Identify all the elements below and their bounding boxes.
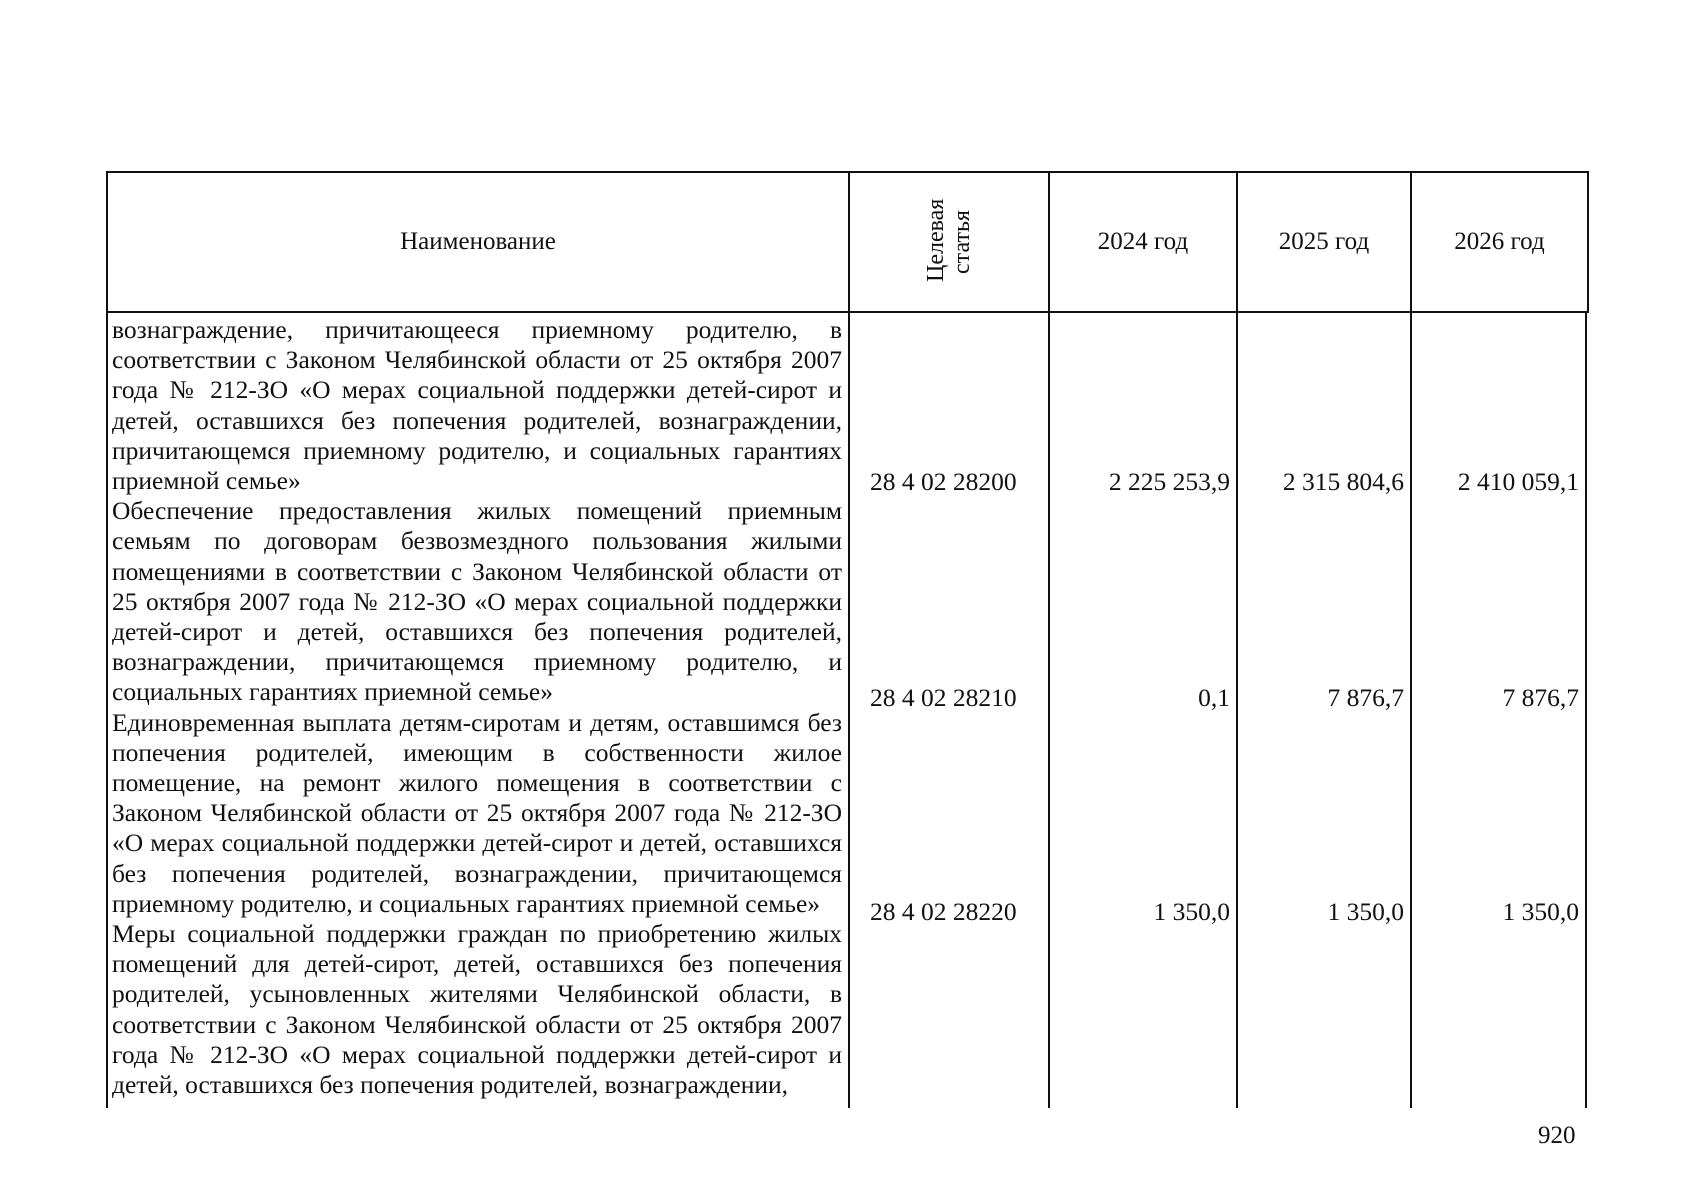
header-target-article xyxy=(850,173,1050,311)
row-name-2: Обеспечение предоставления жилых помещений приемным семьям по договорам безвозмездного пользования жилыми помещениями в соответствии с Законом Челябинской области от 25 октября 2007 года № 212-ЗО «О мерах социальной поддержки детей-сирот и детей, оставшихся без попечения родителей, вознаграждении, причитающемся приемному родителю, и социальных гарантиях приемной семье» xyxy=(112,496,842,707)
row-code-3: 28 4 02 28220 xyxy=(870,897,1017,926)
budget-table xyxy=(106,171,1589,1108)
header-2024: 2024 год xyxy=(1050,173,1238,311)
name-column xyxy=(108,313,850,1108)
row-name-1: вознаграждение, причитающееся приемному родителю, в соответствии с Законом Челябинской области от 25 октября 2007 года № 212-ЗО «О мерах социальной поддержки детей-сирот и детей, оставшихся без попечения родителей, вознаграждении, причитающемся приемному родителю, и социальных гарантиях приемной семье» xyxy=(112,315,842,496)
row-2024-1: 2 225 253,9 xyxy=(1108,467,1230,496)
code-column xyxy=(850,313,1050,1108)
row-2024-2: 0,1 xyxy=(1198,683,1230,712)
table-header xyxy=(106,171,1589,313)
header-2025: 2025 год xyxy=(1238,173,1412,311)
row-name-3: Единовременная выплата детям-сиротам и детям, оставшимся без попечения родителей, имеющим в собственности жилое помещение, на ремонт жилого помещения в соответствии с Законом Челябинской области от 25 октября 2007 года № 212-ЗО «О мерах социальной поддержки детей-сирот и детей, оставшихся без попечения родителей, вознаграждении, причитающемся приемному родителю, и социальных гарантиях приемной семье» xyxy=(112,707,842,918)
y2024-column xyxy=(1050,313,1238,1108)
page-number: 920 xyxy=(1538,1122,1576,1149)
row-2026-2: 7 876,7 xyxy=(1502,683,1579,712)
row-2024-3: 1 350,0 xyxy=(1153,897,1230,926)
row-2026-1: 2 410 059,1 xyxy=(1457,467,1579,496)
row-2025-1: 2 315 804,6 xyxy=(1282,467,1404,496)
y2026-column xyxy=(1412,313,1587,1108)
header-target-article-text: Целевая статья xyxy=(923,198,975,282)
header-name: Наименование xyxy=(108,173,850,311)
row-2025-3: 1 350,0 xyxy=(1327,897,1404,926)
row-code-2: 28 4 02 28210 xyxy=(870,683,1017,712)
row-2025-2: 7 876,7 xyxy=(1327,683,1404,712)
row-name-4: Меры социальной поддержки граждан по приобретению жилых помещений для детей-сирот, детей, оставшихся без попечения родителей, усыновленных жителями Челябинской области, в соответствии с Законом Челябинской области от 25 октября 2007 года № 212-ЗО «О мерах социальной поддержки детей-сирот и детей, оставшихся без попечения родителей, вознаграждении, xyxy=(112,919,842,1100)
row-2026-3: 1 350,0 xyxy=(1502,897,1579,926)
header-2026: 2026 год xyxy=(1454,228,1545,255)
y2025-column xyxy=(1238,313,1412,1108)
row-code-1: 28 4 02 28200 xyxy=(870,467,1017,496)
table-body xyxy=(106,313,1589,1108)
